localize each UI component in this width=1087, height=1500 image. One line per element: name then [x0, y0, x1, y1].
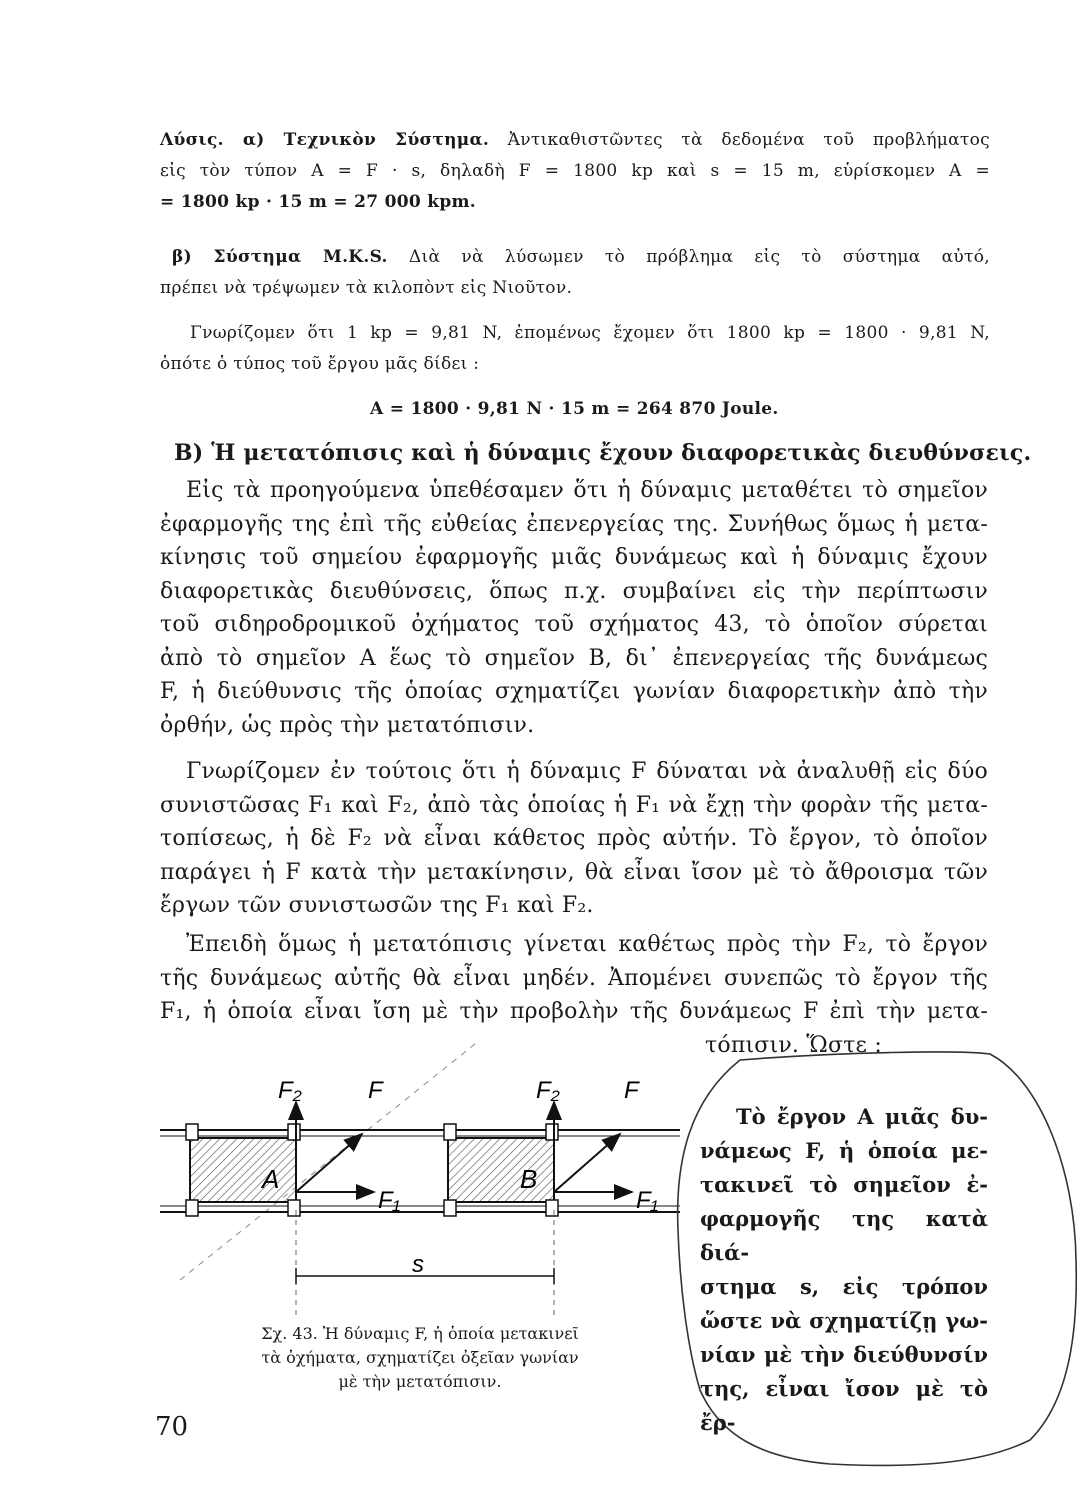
text-line: Εἰς τὰ προηγούμενα ὑπεθέσαμεν ὅτι ἡ δύναμις μεταθέτει τὸ σημεῖον: [186, 478, 988, 503]
figure-caption: [195, 1322, 645, 1394]
section-heading: B) Ἡ μετατόπισις καὶ ἡ δύναμις ἔχουν διαφορετικὰς διευθύνσεις.: [174, 440, 1032, 466]
text-line: ἔργων τῶν συνιστωσῶν της F₁ καὶ F₂.: [160, 893, 594, 918]
label-f2-a: F₂: [278, 1077, 302, 1104]
label-s: s: [412, 1251, 424, 1278]
text-line: Διὰ νὰ λύσωμεν τὸ πρόβλημα εἰς τὸ σύστημα αὐτό,: [408, 247, 990, 267]
solution-b-line2: πρέπει νὰ τρέψωμεν τὰ κιλοπὸντ εἰς Νιοῦτον.: [160, 278, 573, 298]
wagon-a: [186, 1124, 300, 1216]
text-line: τῆς δυνάμεως αὐτῆς θὰ εἶναι μηδέν. Ἀπομένει συνεπῶς τὸ ἔργον τῆς: [160, 965, 988, 991]
rule-line: Τὸ ἔργον A μιᾶς δυ-: [736, 1104, 988, 1129]
text-line: τόπισιν. Ὥστε :: [705, 1032, 882, 1058]
rule-line: ὥστε νὰ σχηματίζῃ γω-: [700, 1308, 988, 1333]
rule-line: φαρμογῆς της κατὰ διά-: [700, 1206, 988, 1265]
label-f-a: F: [368, 1077, 383, 1104]
paragraph-2: [160, 755, 988, 923]
text-line: Γνωρίζομεν ἐν τούτοις ὅτι ἡ δύναμις F δύναται νὰ ἀναλυθῇ εἰς δύο: [186, 759, 988, 784]
solution-c-line2: ὁπότε ὁ τύπος τοῦ ἔργου μᾶς δίδει :: [160, 354, 480, 374]
solution-c: [160, 318, 990, 380]
label-f1-a: F₁: [378, 1187, 401, 1214]
label-f2-b: F₂: [536, 1077, 560, 1104]
wagon-b: [444, 1124, 558, 1216]
text-line: παράγει ἡ F κατὰ τὴν μετακίνησιν, θὰ εἶναι ἴσον μὲ τὸ ἄθροισμα τῶν: [160, 859, 988, 885]
text-line: τοῦ σιδηροδρομικοῦ ὀχήματος τοῦ σχήματος 43, τὸ ὁποῖον σύρεται: [160, 612, 988, 637]
rule-line: νάμεως F, ἡ ὁποία με-: [700, 1138, 988, 1163]
formula: A = 1800 · 9,81 N · 15 m = 264 870 Joule.: [370, 399, 779, 419]
rule-line: νίαν μὲ τὴν διεύθυνσίν: [700, 1342, 988, 1367]
text-line: F₁, ἡ ὁποία εἶναι ἴση μὲ τὴν προβολὴν τῆς δυνάμεως F ἐπὶ τὴν μετα-: [160, 999, 988, 1024]
rule-line: της, εἶναι ἴσον μὲ τὸ ἔρ-: [700, 1376, 988, 1435]
text-line: ἀπὸ τὸ σημεῖον A ἕως τὸ σημεῖον B, δι᾿ ἐπενεργείας τῆς δυνάμεως: [160, 645, 988, 671]
caption-line: τὰ ὀχήματα, σχηματίζει ὀξεῖαν γωνίαν: [261, 1348, 579, 1367]
solution-b-line1: [160, 242, 990, 273]
solution-a-line3: = 1800 kp · 15 m = 27 000 kpm.: [160, 192, 477, 212]
rule-line: στημα s, εἰς τρόπον: [700, 1274, 988, 1299]
solution-a: [160, 125, 990, 218]
solution-a-heading: Λύσις. α) Τεχνικὸν Σύστημα.: [160, 130, 490, 150]
text-line: Ἀντικαθιστῶντες τὰ δεδομένα τοῦ προβλήματος: [507, 130, 990, 150]
text-line: διαφορετικὰς διευθύνσεις, ὅπως π.χ. συμβαίνει εἰς τὴν περίπτωσιν: [160, 578, 988, 604]
figure-43-diagram: [150, 1030, 690, 1320]
solution-b: [160, 242, 990, 304]
text-line: ἐφαρμογῆς της ἐπὶ τῆς εὐθείας ἐπενεργείας της. Συνήθως ὅμως ἡ μετα-: [160, 511, 988, 537]
force-f-arrow-a: [296, 1134, 362, 1192]
caption-line: μὲ τὴν μετατόπισιν.: [338, 1372, 502, 1391]
label-f1-b: F₁: [636, 1187, 659, 1214]
label-f-b: F: [624, 1077, 639, 1104]
rule-line: τακινεῖ τὸ σημεῖον ἐ-: [700, 1172, 988, 1197]
solution-a-line2: εἰς τὸν τύπον A = F · s, δηλαδὴ F = 1800 kp καὶ s = 15 m, εὑρίσκομεν A =: [160, 161, 990, 181]
text-line: F, ἡ διεύθυνσις τῆς ὁποίας σχηματίζει γωνίαν διαφορετικὴν ἀπὸ τὴν: [160, 679, 988, 704]
solution-b-heading: β) Σύστημα M.K.S.: [172, 247, 388, 267]
solution-c-line1: Γνωρίζομεν ὅτι 1 kp = 9,81 N, ἐπομένως ἔχομεν ὅτι 1800 kp = 1800 · 9,81 N,: [190, 323, 990, 343]
page-number: 70: [155, 1412, 189, 1442]
label-point-a: A: [262, 1164, 280, 1194]
solution-a-line1: [160, 125, 990, 156]
text-line: ὀρθήν, ὡς πρὸς τὴν μετατόπισιν.: [160, 712, 535, 738]
text-line: κίνησις τοῦ σημείου ἐφαρμογῆς μιᾶς δυνάμεως καὶ ἡ δύναμις ἔχουν: [160, 545, 988, 570]
caption-line: Σχ. 43. Ἡ δύναμις F, ἡ ὁποία μετακινεῖ: [261, 1324, 579, 1343]
paragraph-1: [160, 474, 988, 742]
text-line: συνιστῶσας F₁ καὶ F₂, ἀπὸ τὰς ὁποίας ἡ F₁ νὰ ἔχῃ τὴν φορὰν τῆς μετα-: [160, 792, 988, 818]
label-point-b: B: [520, 1164, 538, 1194]
boxed-rule: [700, 1100, 988, 1440]
force-f-arrow-b: [554, 1134, 620, 1192]
text-line: τοπίσεως, ἡ δὲ F₂ νὰ εἶναι κάθετος πρὸς αὐτήν. Τὸ ἔργον, τὸ ὁποῖον: [160, 826, 988, 851]
text-line: Ἐπειδὴ ὅμως ἡ μετατόπισις γίνεται καθέτως πρὸς τὴν F₂, τὸ ἔργον: [186, 932, 988, 957]
